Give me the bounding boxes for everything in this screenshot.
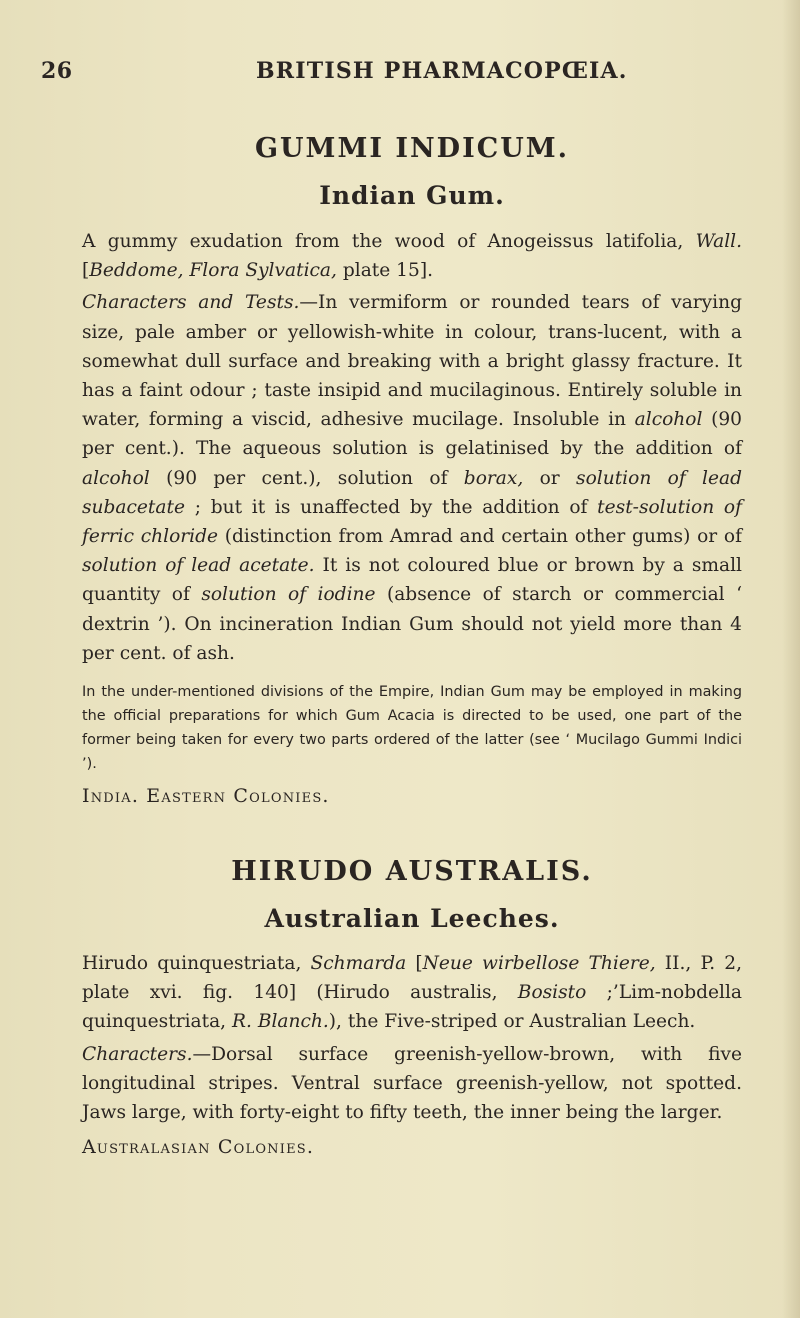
page-edge-shadow [782,0,800,1318]
reference-open: [ [82,260,90,282]
characters-text: (absence of starch or commercial ‘ dextrin ’). On incineration Indian Gum should not yield more than 4 per cent. of ash. [82,584,742,664]
entry-gummi-indicum [82,133,742,811]
characters-text: —In vermiform or rounded tears of varying size, pale amber or yellowish-white in colour, trans-lucent, with a somewhat dull surface and breaking with a bright glassy fracture. It has a faint odour ; taste insipid and mucilaginous. Entirely soluble in water, forming a viscid, adhesive mucilage. Insoluble in [82,292,742,431]
characters-heading: Characters. [82,1043,193,1065]
characters-text: (90 per cent.), solution of [149,467,464,489]
definition-paragraph [82,227,742,285]
characters-text: (90 per cent.). The aqueous solution is gelatinised by the addition of [82,409,742,460]
definition-paragraph [82,949,742,1037]
characters-paragraph [82,1040,742,1128]
authority-abbrev: Wall. [695,231,742,252]
reference-open: [ [406,953,423,975]
entry-title: GUMMI INDICUM. [254,133,570,164]
characters-text: ; but it is unaffected by the addition of [184,496,598,518]
reference-title: Neue wirbellose Thiere, [422,953,656,975]
reagent-name: solution of lead subacetate [82,467,742,518]
definition-text: A gummy exudation from the wood of Anogeissus latifolia, [82,231,696,252]
reference-title: Beddome, Flora Sylvatica, [89,260,337,282]
reagent-name: test-solution of ferric chloride [82,496,742,548]
characters-text: It is not coloured blue or brown by a small quantity of [82,555,742,606]
reagent-name: alcohol [634,409,703,431]
authority-name: R. Blanch. [232,1011,329,1033]
reference-plate: plate 15]. [336,260,433,282]
entry-subtitle: Australian Leeches. [264,904,560,934]
characters-paragraph [82,288,742,668]
reagent-name: borax, [463,467,524,489]
common-name-text: ), the Five-striped or Australian Leech. [328,1011,696,1033]
authority-name: Bosisto [517,982,587,1004]
entry-title: HIRUDO AUSTRALIS. [231,856,593,888]
running-title: BRITISH PHARMACOPŒIA. [256,58,628,84]
reagent-name: alcohol [82,467,150,489]
characters-heading: Characters and Tests. [82,292,300,314]
reagent-name: solution of iodine [201,584,376,606]
entry-hirudo-australis [82,856,742,1162]
reference-details: II., P. 2, plate xvi. fig. 140] (Hirudo australis, [82,953,742,1004]
entry-subtitle: Indian Gum. [319,181,505,210]
authority-name: Schmarda [310,953,407,975]
characters-text: —Dorsal surface greenish-yellow-brown, with five longitudinal stripes. Ventral surface greenish-yellow, not spotted. Jaws large, with forty-eight to fifty teeth, the inner being the larger. [82,1043,742,1124]
synonym-text: ;’Lim-nobdella quinquestriata, [82,982,742,1033]
page-number: 26 [41,58,73,84]
characters-text: (distinction from Amrad and certain other gums) or of [218,526,742,548]
regions-line: Australasian Colonies. [82,1136,315,1159]
reagent-name: solution of lead acetate. [82,555,315,577]
regions-line: India. Eastern Colonies. [82,785,330,808]
characters-text: or [523,467,577,489]
page-content [82,133,742,1162]
definition-text: Hirudo quinquestriata, [82,953,311,975]
running-header [41,58,761,86]
usage-note: In the under-mentioned divisions of the Empire, Indian Gum may be employed in making the official preparations for which Gum Acacia is directed to be used, one part of the former being taken for every two parts ordered of the latter (see ‘ Mucilago Gummi Indici ’). [82,684,742,773]
